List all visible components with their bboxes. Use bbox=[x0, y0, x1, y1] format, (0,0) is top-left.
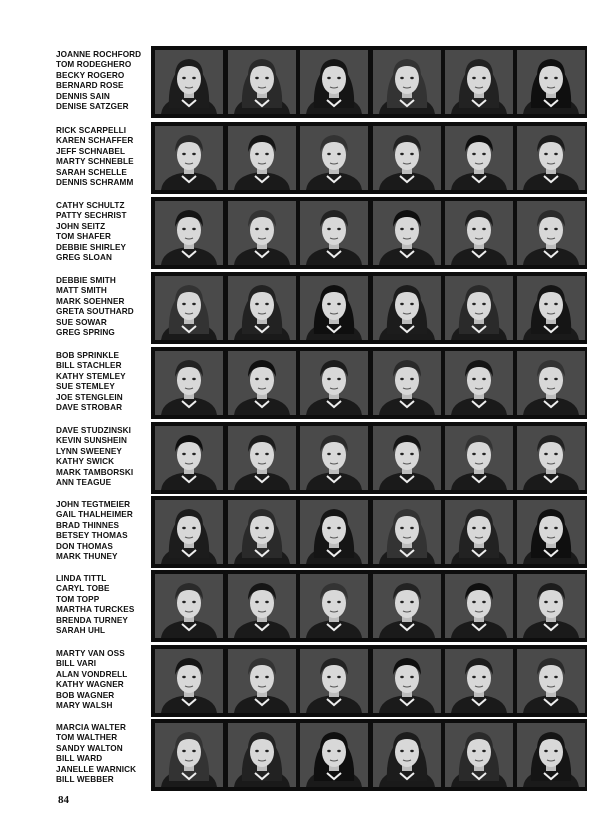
name-list bbox=[56, 276, 148, 338]
student-portrait bbox=[373, 201, 441, 265]
student-name: KATHY SWICK bbox=[56, 457, 115, 467]
student-portrait bbox=[517, 50, 585, 114]
student-name: DEBBIE SHIRLEY bbox=[56, 242, 127, 252]
photo-strip bbox=[151, 422, 587, 494]
student-portrait bbox=[155, 500, 223, 564]
portrait-row bbox=[0, 120, 610, 194]
student-name: BRENDA TURNEY bbox=[56, 615, 128, 625]
student-portrait bbox=[155, 426, 223, 490]
student-name: GRETA SOUTHARD bbox=[56, 307, 134, 317]
student-name: TOM SHAFER bbox=[56, 232, 111, 242]
student-portrait bbox=[228, 126, 296, 190]
student-name: SARAH SCHELLE bbox=[56, 167, 127, 177]
student-portrait bbox=[155, 574, 223, 638]
photo-strip bbox=[151, 496, 587, 568]
student-portrait bbox=[445, 649, 513, 713]
student-name: CARYL TOBE bbox=[56, 584, 110, 594]
student-name: DAVE STUDZINSKI bbox=[56, 426, 132, 435]
student-name: BILL VARI bbox=[56, 659, 97, 669]
student-name: PATTY SECHRIST bbox=[56, 211, 127, 221]
portrait-row bbox=[0, 568, 610, 642]
student-portrait bbox=[373, 574, 441, 638]
page-number: 84 bbox=[58, 794, 69, 806]
name-list bbox=[56, 50, 148, 112]
name-list bbox=[56, 126, 148, 188]
student-name: ALAN VONDRELL bbox=[56, 669, 128, 679]
student-name: TOM RODEGHERO bbox=[56, 60, 132, 70]
student-portrait bbox=[300, 426, 368, 490]
student-name: KATHY STEMLEY bbox=[56, 371, 126, 381]
student-name: SARAH UHL bbox=[56, 626, 106, 636]
student-name: CATHY SCHULTZ bbox=[56, 201, 125, 210]
student-portrait bbox=[228, 351, 296, 415]
student-portrait bbox=[517, 351, 585, 415]
student-name: TOM TOPP bbox=[56, 594, 100, 604]
student-name: BETSEY THOMAS bbox=[56, 531, 128, 541]
student-portrait bbox=[445, 50, 513, 114]
student-name: JOE STENGLEIN bbox=[56, 392, 123, 402]
student-portrait bbox=[155, 351, 223, 415]
student-portrait bbox=[445, 500, 513, 564]
student-name: JANELLE WARNICK bbox=[56, 764, 137, 774]
student-portrait bbox=[300, 500, 368, 564]
student-portrait bbox=[517, 649, 585, 713]
student-portrait bbox=[445, 201, 513, 265]
student-portrait bbox=[300, 126, 368, 190]
student-portrait bbox=[228, 276, 296, 340]
student-portrait bbox=[445, 351, 513, 415]
student-portrait bbox=[155, 649, 223, 713]
name-list bbox=[56, 649, 148, 711]
name-list bbox=[56, 351, 148, 413]
photo-strip bbox=[151, 347, 587, 419]
student-name: GAIL THALHEIMER bbox=[56, 510, 133, 520]
student-portrait bbox=[373, 723, 441, 787]
student-name: KEVIN SUNSHEIN bbox=[56, 436, 128, 446]
student-portrait bbox=[373, 276, 441, 340]
student-portrait bbox=[228, 574, 296, 638]
student-name: DAVE STROBAR bbox=[56, 403, 123, 413]
student-portrait bbox=[445, 723, 513, 787]
student-name: BILL WEBBER bbox=[56, 775, 114, 785]
student-name: DON THOMAS bbox=[56, 541, 113, 551]
student-name: BOB SPRINKLE bbox=[56, 351, 120, 360]
portrait-row bbox=[0, 494, 610, 568]
student-name: BOB WAGNER bbox=[56, 690, 115, 700]
student-portrait bbox=[517, 201, 585, 265]
student-portrait bbox=[445, 126, 513, 190]
student-name: BILL STACHLER bbox=[56, 361, 122, 371]
student-name: KATHY WAGNER bbox=[56, 680, 124, 690]
student-portrait bbox=[155, 201, 223, 265]
student-name: MARK THUNEY bbox=[56, 552, 118, 562]
student-portrait bbox=[445, 426, 513, 490]
student-portrait bbox=[373, 426, 441, 490]
photo-strip bbox=[151, 197, 587, 269]
student-name: MARK TAMBORSKI bbox=[56, 467, 134, 477]
portrait-row bbox=[0, 717, 610, 791]
student-name: MARK SOEHNER bbox=[56, 296, 125, 306]
student-name: LINDA TITTL bbox=[56, 574, 107, 583]
student-portrait bbox=[517, 500, 585, 564]
student-name: RICK SCARPELLI bbox=[56, 126, 127, 135]
student-name: BRAD THINNES bbox=[56, 520, 120, 530]
student-portrait bbox=[300, 723, 368, 787]
student-portrait bbox=[300, 574, 368, 638]
portrait-row bbox=[0, 420, 610, 494]
portrait-row bbox=[0, 270, 610, 344]
student-name: GREG SLOAN bbox=[56, 253, 113, 263]
student-portrait bbox=[445, 276, 513, 340]
student-portrait bbox=[228, 649, 296, 713]
student-portrait bbox=[373, 500, 441, 564]
name-list bbox=[56, 201, 148, 263]
student-portrait bbox=[228, 426, 296, 490]
portrait-row bbox=[0, 44, 610, 118]
student-portrait bbox=[300, 50, 368, 114]
student-name: SANDY WALTON bbox=[56, 743, 123, 753]
student-portrait bbox=[517, 723, 585, 787]
student-name: JOHN TEGTMEIER bbox=[56, 500, 131, 509]
student-portrait bbox=[517, 574, 585, 638]
student-name: MARTY SCHNEBLE bbox=[56, 157, 134, 167]
student-portrait bbox=[228, 50, 296, 114]
student-name: ANN TEAGUE bbox=[56, 478, 112, 488]
student-name: SUE STEMLEY bbox=[56, 382, 115, 392]
name-list bbox=[56, 574, 148, 636]
photo-strip bbox=[151, 719, 587, 791]
student-portrait bbox=[373, 351, 441, 415]
photo-strip bbox=[151, 46, 587, 118]
student-portrait bbox=[300, 276, 368, 340]
name-list bbox=[56, 723, 148, 785]
student-portrait bbox=[445, 574, 513, 638]
photo-strip bbox=[151, 122, 587, 194]
student-name: BILL WARD bbox=[56, 754, 103, 764]
student-portrait bbox=[155, 276, 223, 340]
name-list bbox=[56, 500, 148, 562]
photo-strip bbox=[151, 645, 587, 717]
student-name: TOM WALTHER bbox=[56, 733, 118, 743]
student-name: JOANNE ROCHFORD bbox=[56, 50, 142, 59]
student-name: DEBBIE SMITH bbox=[56, 276, 116, 285]
student-portrait bbox=[155, 50, 223, 114]
student-portrait bbox=[155, 723, 223, 787]
student-portrait bbox=[373, 126, 441, 190]
student-name: KAREN SCHAFFER bbox=[56, 136, 134, 146]
student-name: MARY WALSH bbox=[56, 701, 113, 711]
student-name: MATT SMITH bbox=[56, 286, 107, 296]
name-list bbox=[56, 426, 148, 488]
student-name: BERNARD ROSE bbox=[56, 81, 124, 91]
student-portrait bbox=[517, 126, 585, 190]
student-name: JEFF SCHNABEL bbox=[56, 146, 126, 156]
student-name: MARTHA TURCKES bbox=[56, 605, 135, 615]
student-name: GREG SPRING bbox=[56, 328, 115, 338]
photo-strip bbox=[151, 272, 587, 344]
student-portrait bbox=[517, 276, 585, 340]
student-portrait bbox=[517, 426, 585, 490]
student-portrait bbox=[228, 500, 296, 564]
student-name: BECKY ROGERO bbox=[56, 70, 125, 80]
student-name: JOHN SEITZ bbox=[56, 221, 106, 231]
student-portrait bbox=[373, 50, 441, 114]
student-portrait bbox=[228, 723, 296, 787]
student-portrait bbox=[300, 649, 368, 713]
photo-strip bbox=[151, 570, 587, 642]
student-name: MARCIA WALTER bbox=[56, 723, 126, 732]
student-name: SUE SOWAR bbox=[56, 317, 107, 327]
student-name: MARTY VAN OSS bbox=[56, 649, 125, 658]
student-portrait bbox=[228, 201, 296, 265]
portrait-row bbox=[0, 195, 610, 269]
student-name: DENNIS SAIN bbox=[56, 91, 110, 101]
student-portrait bbox=[155, 126, 223, 190]
student-portrait bbox=[300, 201, 368, 265]
student-name: DENNIS SCHRAMM bbox=[56, 178, 134, 188]
portrait-row bbox=[0, 643, 610, 717]
student-portrait bbox=[373, 649, 441, 713]
student-portrait bbox=[300, 351, 368, 415]
student-name: LYNN SWEENEY bbox=[56, 446, 122, 456]
portrait-row bbox=[0, 345, 610, 419]
student-name: DENISE SATZGER bbox=[56, 102, 129, 112]
